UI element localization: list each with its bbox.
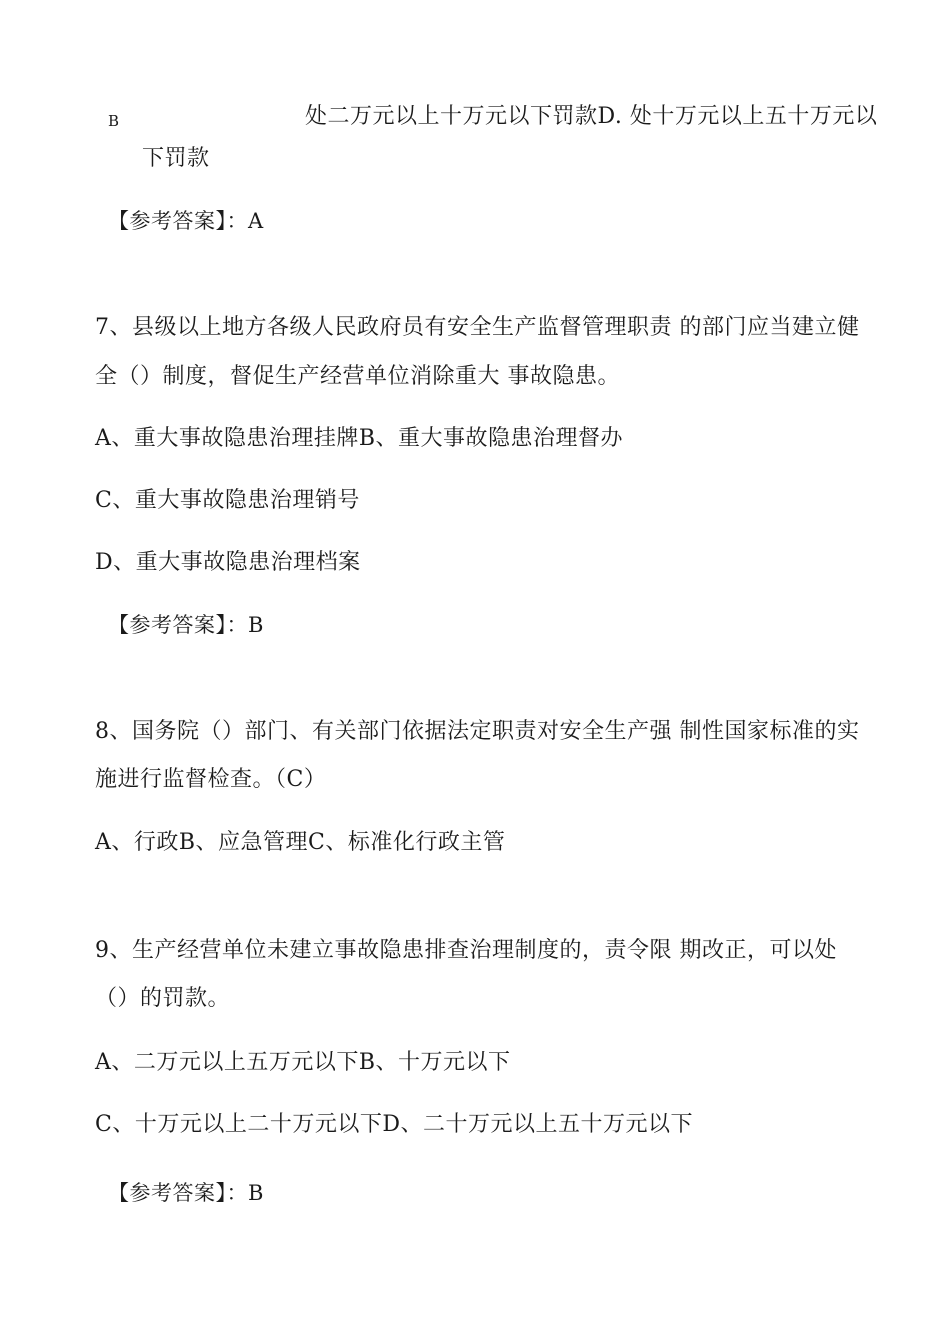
q9-option-ab: A、二万元以上五万元以下B、十万元以下 bbox=[95, 1050, 511, 1075]
q8-options: A、行政B、应急管理C、标准化行政主管 bbox=[95, 830, 506, 855]
q7-option-c: C、重大事故隐患治理销号 bbox=[95, 488, 360, 513]
q7-question-line2: 全（）制度，督促生产经营单位消除重大 事故隐患。 bbox=[95, 364, 620, 389]
q7-answer: 【参考答案】：B bbox=[108, 613, 264, 637]
q7-option-d: D、重大事故隐患治理档案 bbox=[95, 550, 361, 575]
q6-answer: 【参考答案】：A bbox=[108, 209, 264, 233]
q6-option-marker: B bbox=[108, 112, 120, 130]
q9-question-line1: 9、生产经营单位未建立事故隐患排查治理制度的，责令限 期改正，可以处 bbox=[95, 938, 837, 963]
q9-question-line2: （）的罚款。 bbox=[95, 986, 231, 1011]
q8-question-line1: 8、国务院（）部门、有关部门依据法定职责对安全生产强 制性国家标准的实 bbox=[95, 719, 860, 744]
q6-option-line1: 处二万元以上十万元以下罚款D. 处十万元以上五十万元以 bbox=[305, 104, 878, 129]
q7-option-ab: A、重大事故隐患治理挂牌B、重大事故隐患治理督办 bbox=[95, 426, 624, 451]
q8-question-line2: 施进行监督检查。（C） bbox=[95, 767, 327, 792]
q7-question-line1: 7、县级以上地方各级人民政府员有安全生产监督管理职责 的部门应当建立健 bbox=[95, 315, 860, 340]
q9-option-cd: C、十万元以上二十万元以下D、二十万元以上五十万元以下 bbox=[95, 1112, 693, 1137]
q6-option-line2: 下罚款 bbox=[142, 146, 210, 171]
q9-answer: 【参考答案】：B bbox=[108, 1181, 264, 1205]
